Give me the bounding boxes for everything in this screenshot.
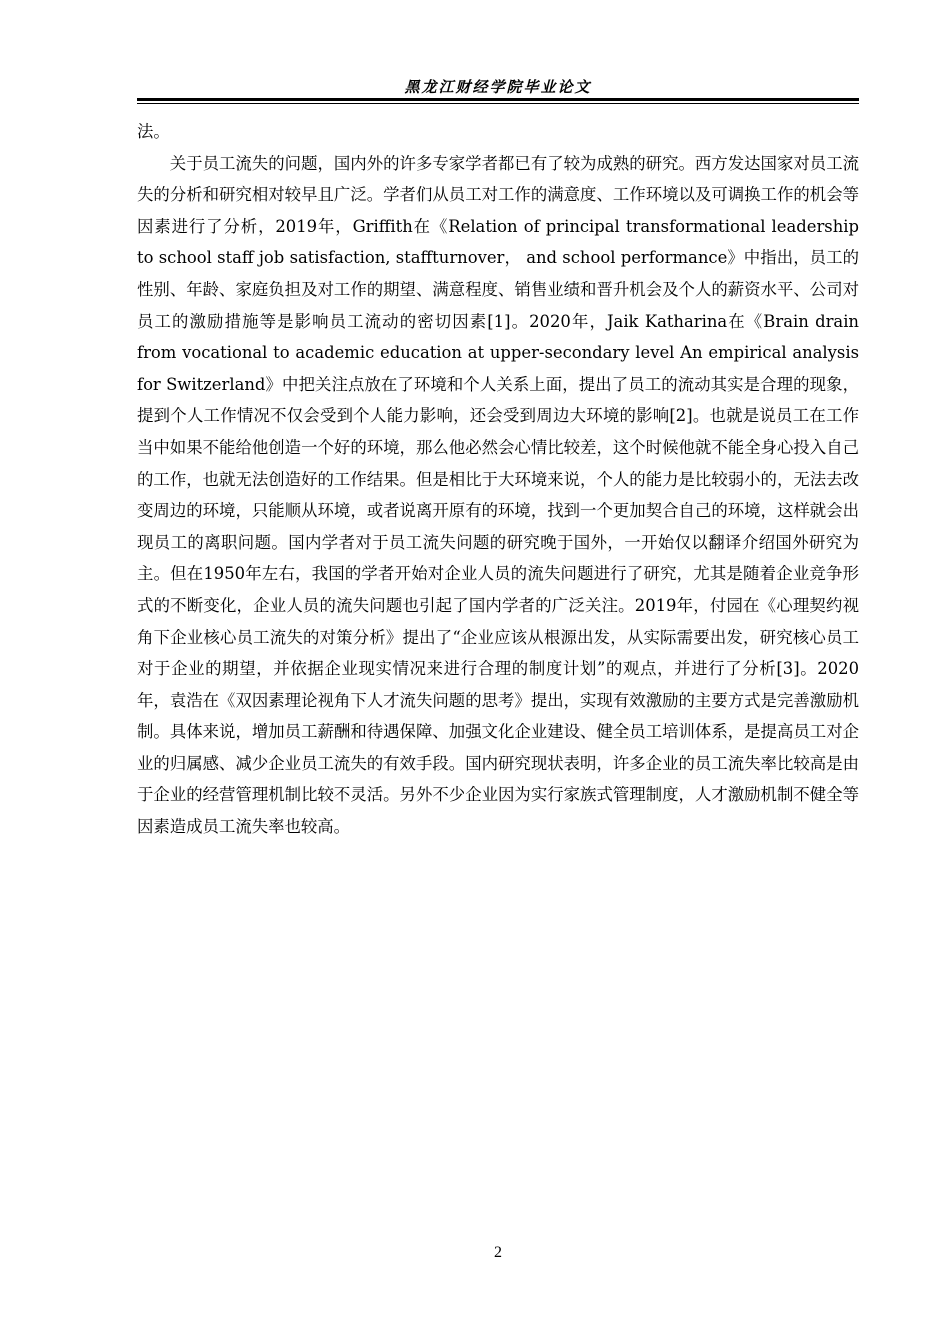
header-rule-thick <box>137 98 859 101</box>
page-number: 2 <box>494 1244 502 1261</box>
carry-over-line: 法。 <box>137 122 170 141</box>
running-header: 黑龙江财经学院毕业论文 <box>404 78 592 96</box>
header-rule-thin <box>137 103 859 104</box>
paragraph: 关于员工流失的问题，国内外的许多专家学者都已有了较为成熟的研究。西方发达国家对员工流失的分析和研究相对较早且广泛。学者们从员工对工作的满意度、工作环境以及可调换工作的机会等因素进行了分析，2019年，Griffith在《Relation of principal transformational leadership to school staff job satisfaction, staffturnover， and school performance》中指出，员工的性别、年龄、家庭负担及对工作的期望、满意程度、销售业绩和晋升机会及个人的薪资水平、公司对员工的激励措施等是影响员工流动的密切因素[1]。2020年，Jaik Katharina在《Brain drain from vocational to academic education at upper-secondary level An empirical analysis for Switzerland》中把关注点放在了环境和个人关系上面，提出了员工的流动其实是合理的现象，提到个人工作情况不仅会受到个人能力影响，还会受到周边大环境的影响[2]。也就是说员工在工作当中如果不能给他创造一个好的环境，那么他必然会心情比较差，这个时候他就不能全身心投入自己的工作，也就无法创造好的工作结果。但是相比于大环境来说，个人的能力是比较弱小的，无法去改变周边的环境，只能顺从环境，或者说离开原有的环境，找到一个更加契合自己的环境，这样就会出现员工的离职问题。国内学者对于员工流失问题的研究晚于国外，一开始仅以翻译介绍国外研究为主。但在1950年左右，我国的学者开始对企业人员的流失问题进行了研究，尤其是随着企业竞争形式的不断变化，企业人员的流失问题也引起了国内学者的广泛关注。2019年，付园在《心理契约视角下企业核心员工流失的对策分析》提出了“企业应该从根源出发，从实际需要出发，研究核心员工对于企业的期望，并依据企业现实情况来进行合理的制度计划”的观点，并进行了分析[3]。2020年，袁浩在《双因素理论视角下人才流失问题的思考》提出，实现有效激励的主要方式是完善激励机制。具体来说，增加员工薪酬和待遇保障、加强文化企业建设、健全员工培训体系，是提高员工对企业的归属感、减少企业员工流失的有效手段。国内研究现状表明，许多企业的员工流失率比较高是由于企业的经营管理机制比较不灵活。另外不少企业因为实行家族式管理制度，人才激励机制不健全等因素造成员工流失率也较高。 <box>137 153 859 837</box>
body-text <box>137 116 859 843</box>
